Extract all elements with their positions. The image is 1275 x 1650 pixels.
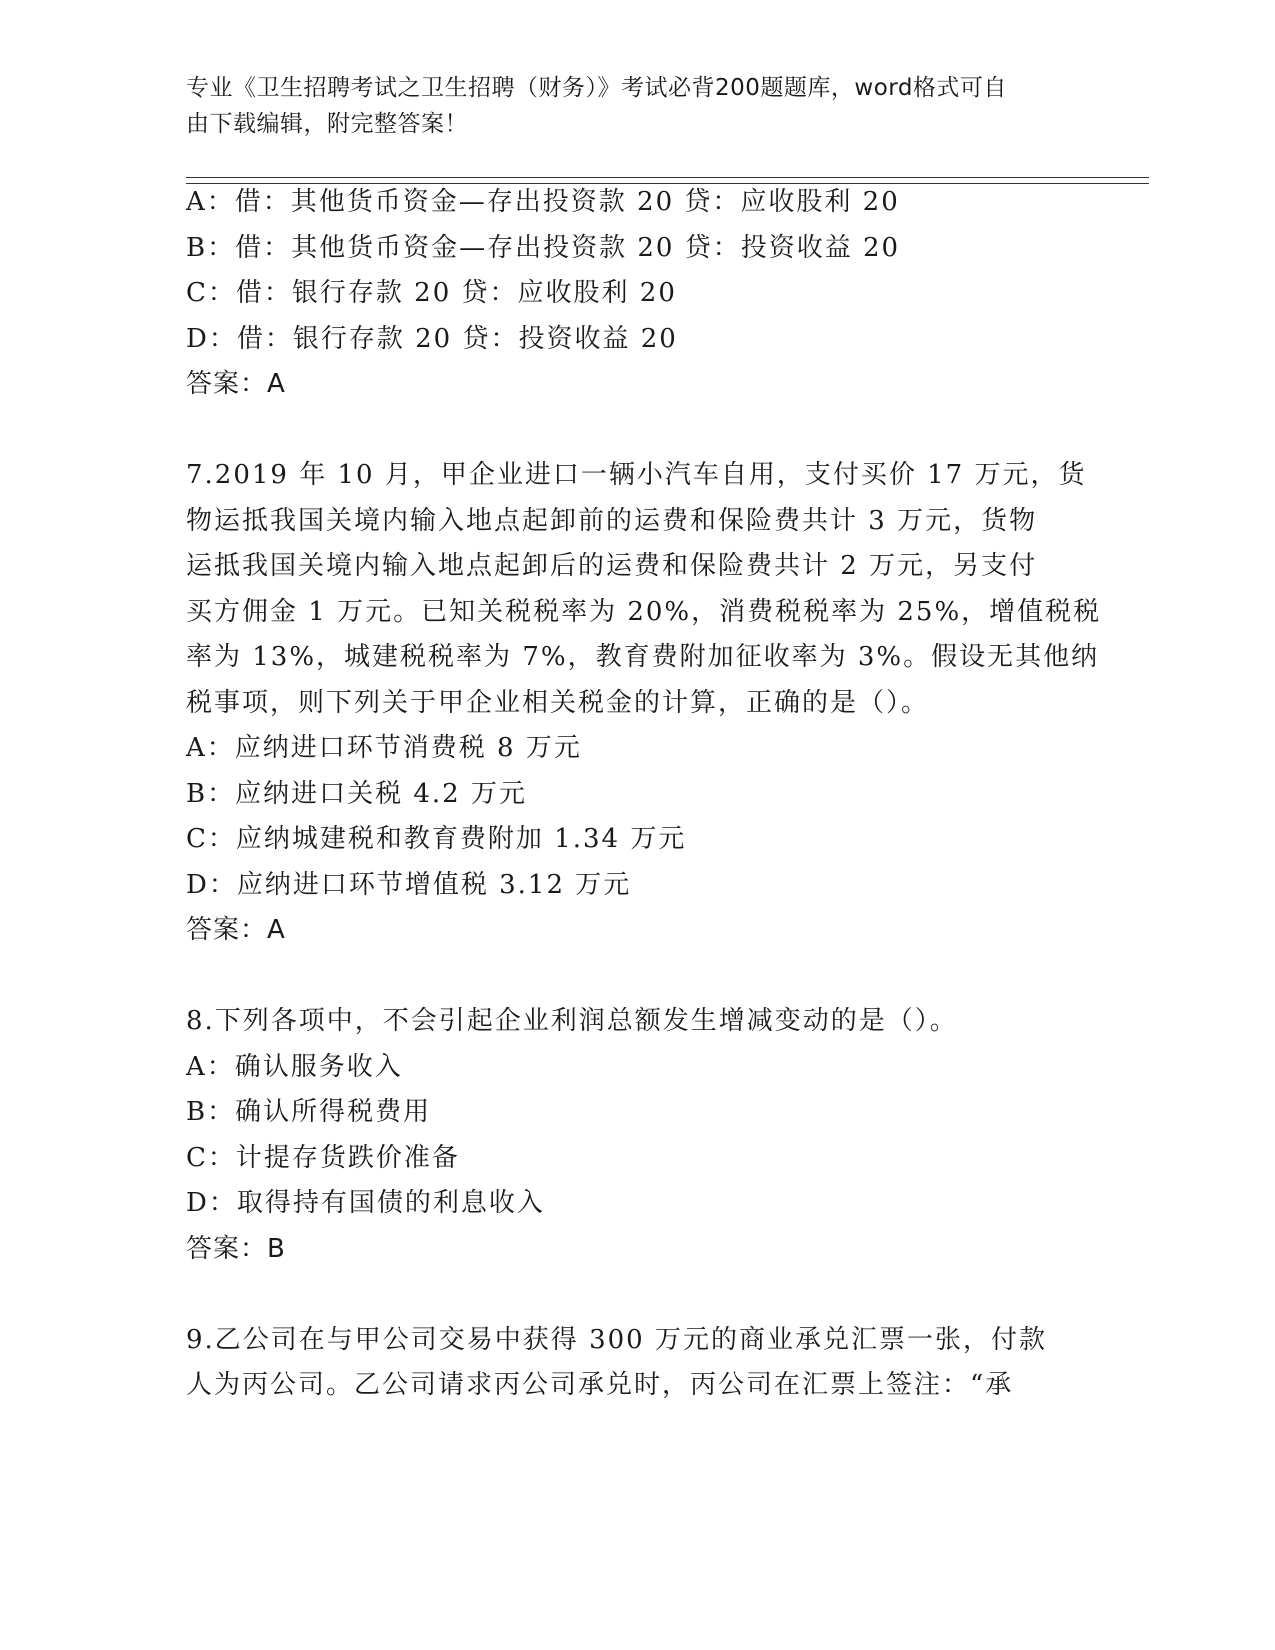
question-text-line: 9.乙公司在与甲公司交易中获得 300 万元的商业承兑汇票一张，付款 [186, 1324, 1047, 1355]
option-c: C：借：银行存款 20 贷：应收股利 20 [186, 278, 677, 308]
header-divider-top [186, 177, 1149, 178]
question-text-line: 7.2019 年 10 月，甲企业进口一辆小汽车自用，支付买价 17 万元，货 [186, 460, 1087, 490]
question-7 [186, 453, 1102, 954]
spacer [186, 954, 1086, 1000]
option-c: C：应纳城建税和教育费附加 1.34 万元 [186, 824, 687, 854]
option-d: D：应纳进口环节增值税 3.12 万元 [186, 869, 632, 900]
option-c: C：计提存货跌价准备 [186, 1142, 460, 1173]
option-d: D：取得持有国债的利息收入 [186, 1188, 545, 1218]
question-text-line: 率为 13%，城建税税率为 7%，教育费附加征收率为 3%。假设无其他纳 [186, 642, 1100, 672]
question-text-line: 物运抵我国关境内输入地点起卸前的运费和保险费共计 3 万元，货物 [186, 505, 1038, 536]
option-a: A：借：其他货币资金—存出投资款 20 贷：应收股利 20 [186, 187, 900, 217]
spacer [186, 1272, 1086, 1318]
spacer [186, 408, 1086, 454]
option-b: B：借：其他货币资金—存出投资款 20 贷：投资收益 20 [186, 232, 901, 263]
option-a: A：应纳进口环节消费税 8 万元 [186, 733, 582, 763]
question-8 [186, 999, 1086, 1272]
question-text-line: 运抵我国关境内输入地点起卸后的运费和保险费共计 2 万元，另支付 [186, 551, 1038, 581]
option-b: B：应纳进口关税 4.2 万元 [186, 778, 527, 809]
option-b: B：确认所得税费用 [186, 1097, 432, 1127]
question-text-line: 买方佣金 1 万元。已知关税税率为 20%，消费税税率为 25%，增值税税 [186, 596, 1102, 627]
option-d: D：借：银行存款 20 贷：投资收益 20 [186, 323, 678, 354]
question-list [186, 180, 1102, 1409]
question-6 [186, 180, 1086, 408]
answer: 答案：B [186, 1233, 286, 1264]
question-9 [186, 1318, 1086, 1409]
option-a: A：确认服务收入 [186, 1051, 403, 1082]
header-line-2: 由下载编辑，附完整答案！ [186, 111, 468, 137]
answer: 答案：A [186, 915, 286, 945]
question-text-line: 8.下列各项中，不会引起企业利润总额发生增减变动的是（）。 [186, 1006, 958, 1036]
header-line-1: 专业《卫生招聘考试之卫生招聘（财务）》考试必背200题题库，word格式可自 [186, 75, 1007, 101]
document-header [186, 70, 1066, 142]
question-text-line: 税事项，则下列关于甲企业相关税金的计算，正确的是（）。 [186, 687, 930, 718]
answer: 答案：A [186, 369, 286, 399]
question-text-line: 人为丙公司。乙公司请求丙公司承兑时，丙公司在汇票上签注：“承 [186, 1370, 1014, 1400]
